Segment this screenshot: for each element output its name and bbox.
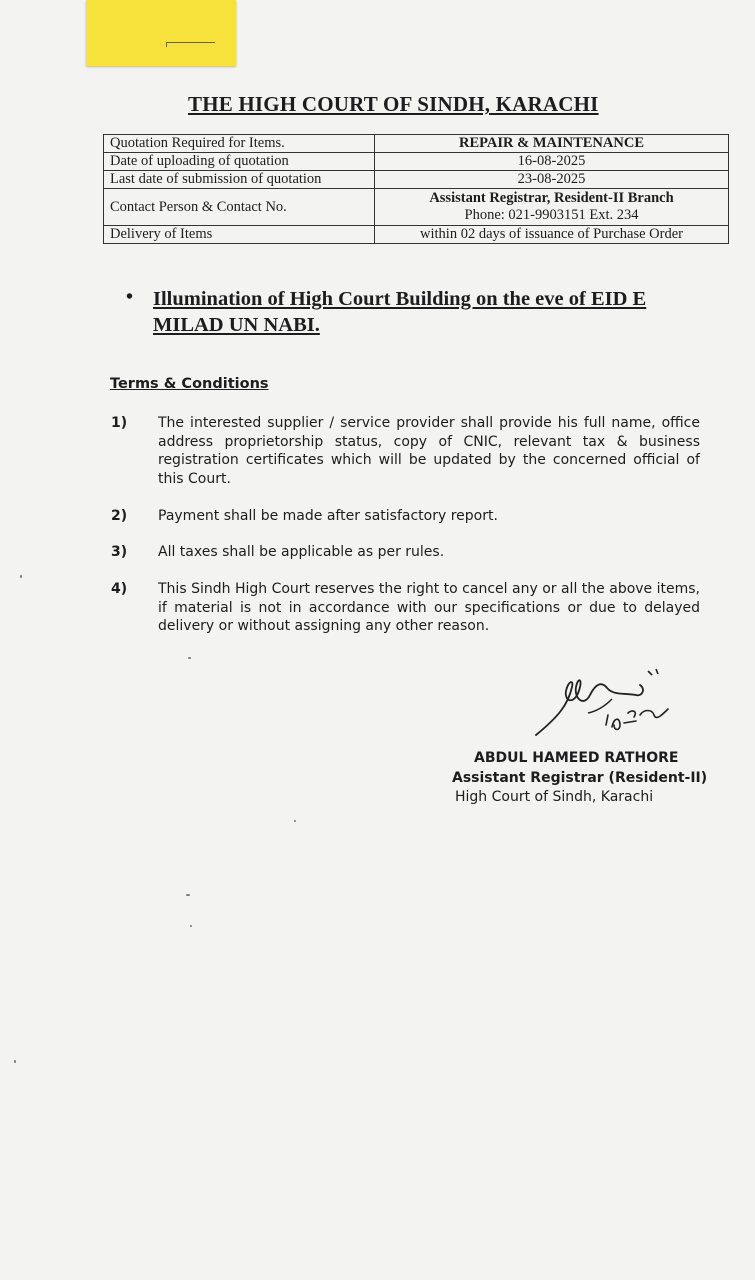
row-label: Last date of submission of quotation: [104, 171, 375, 189]
bullet-dot-icon: •: [126, 286, 134, 308]
quotation-info-table: [103, 134, 729, 244]
term-number: 1): [111, 415, 128, 431]
row-value: 16-08-2025: [375, 153, 729, 171]
row-value: REPAIR & MAINTENANCE: [375, 135, 729, 153]
paper-speck: [14, 1060, 16, 1063]
signatory-designation: Assistant Registrar (Resident-II): [452, 770, 708, 786]
row-label: Delivery of Items: [104, 226, 375, 244]
document-title: THE HIGH COURT OF SINDH, KARACHI: [188, 92, 599, 116]
term-text: Payment shall be made after satisfactory report.: [158, 508, 498, 524]
row-label: Quotation Required for Items.: [104, 135, 375, 153]
term-text: This Sindh High Court reserves the right to cancel any or all the above items, if material is not in accordance with our specifications or due to delayed delivery or without assigning any other reason.: [158, 581, 700, 634]
paper-speck: [186, 894, 190, 896]
table-row: [104, 189, 729, 226]
term-text: All taxes shall be applicable as per rules.: [158, 544, 445, 560]
table-row: [104, 226, 729, 244]
table-row: [104, 135, 729, 153]
row-value: 23-08-2025: [375, 171, 729, 189]
row-value: [375, 189, 729, 226]
row-value: within 02 days of issuance of Purchase Order: [375, 226, 729, 244]
row-label: Contact Person & Contact No.: [104, 189, 375, 226]
term-number: 4): [111, 581, 128, 597]
table-row: [104, 171, 729, 189]
sticky-note-mark: [166, 42, 215, 47]
signatory-office: High Court of Sindh, Karachi: [455, 789, 654, 805]
row-label: Date of uploading of quotation: [104, 153, 375, 171]
sticky-note: [86, 0, 236, 66]
term-number: 2): [111, 508, 128, 524]
paper-speck: [190, 925, 192, 927]
paper-speck: [188, 657, 191, 659]
contact-person: Assistant Registrar, Resident-II Branch: [429, 190, 674, 206]
contact-phone: Phone: 021-9903151 Ext. 234: [464, 207, 639, 223]
handwritten-signature: [528, 665, 688, 745]
paper-speck: [20, 575, 22, 578]
table-row: [104, 153, 729, 171]
term-number: 3): [111, 544, 128, 560]
paper-speck: [294, 820, 296, 822]
signatory-name: ABDUL HAMEED RATHORE: [474, 750, 679, 766]
term-text: The interested supplier / service provider shall provide his full name, office address proprietorship status, copy of CNIC, relevant tax & business registration certificates which will be updated by the concerned official of this Court.: [158, 415, 700, 487]
item-heading: Illumination of High Court Building on the eve of EID E MILAD UN NABI.: [153, 288, 647, 336]
terms-heading: Terms & Conditions: [110, 376, 269, 392]
